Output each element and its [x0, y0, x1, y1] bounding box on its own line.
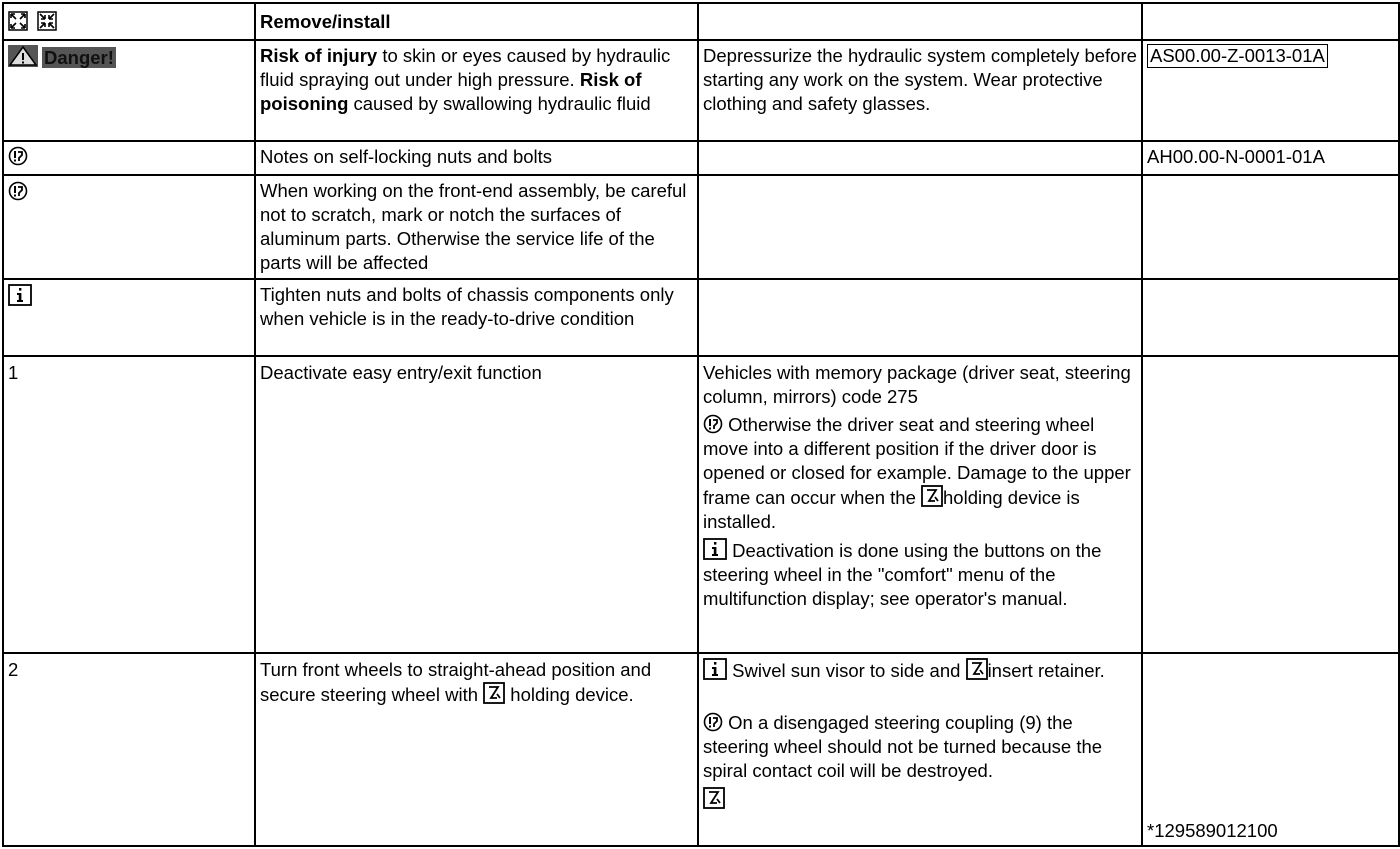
- empty-cell: [1142, 175, 1399, 279]
- tool-number-link[interactable]: *129589012100: [1147, 820, 1278, 841]
- step-note: Deactivation is done using the buttons on the steering wheel in the "comfort" menu of the multifunction display; see operator's manual.: [703, 540, 1102, 609]
- step-text: Deactivate easy entry/exit function: [255, 356, 698, 653]
- empty-cell: [1142, 356, 1399, 653]
- caution-row: [3, 175, 1399, 279]
- danger-ref-cell: [1142, 40, 1399, 141]
- step-number: 1: [3, 356, 255, 653]
- special-tool-icon[interactable]: [921, 485, 943, 507]
- info-icon-cell: [3, 279, 255, 356]
- caution-icon-cell: [3, 175, 255, 279]
- expand-icon[interactable]: [8, 11, 28, 31]
- info-icon: [8, 284, 32, 306]
- step-note: Vehicles with memory package (driver seat, steering column, mirrors) code 275: [703, 362, 1131, 407]
- step-note: Otherwise the driver seat and steering wheel move into a different position if the driver door is opened or closed for example. Damage to the upper frame can occur when the holding device is installed.: [703, 414, 1131, 532]
- empty-cell: [1142, 279, 1399, 356]
- header-empty-cell: [1142, 3, 1399, 40]
- empty-cell: [698, 175, 1142, 279]
- step-row: [3, 653, 1399, 846]
- caution-ref-cell: [1142, 141, 1399, 175]
- special-tool-icon[interactable]: [966, 658, 988, 680]
- danger-cell: [3, 40, 255, 141]
- caution-text: When working on the front-end assembly, be careful not to scratch, mark or notch the surfaces of aluminum parts. Otherwise the service life of the parts will be affected: [255, 175, 698, 279]
- info-row: [3, 279, 1399, 356]
- step-text: Turn front wheels to straight-ahead position and secure steering wheel with holding device.: [255, 653, 698, 846]
- step-notes: [698, 653, 1142, 846]
- danger-label: Danger!: [44, 47, 114, 68]
- spacer: [703, 687, 1137, 711]
- collapse-icon[interactable]: [37, 11, 57, 31]
- caution-icon-cell: [3, 141, 255, 175]
- danger-text: Risk of injury to skin or eyes caused by hydraulic fluid spraying out under high pressure. Risk of poisoning caused by swallowing hydraulic fluid: [255, 40, 698, 141]
- caution-row: [3, 141, 1399, 175]
- info-icon: [703, 658, 727, 680]
- step-note: [703, 787, 1137, 812]
- procedure-table: [2, 2, 1400, 847]
- special-tool-icon[interactable]: [703, 787, 725, 809]
- caution-icon: [703, 712, 723, 732]
- caution-icon: [703, 414, 723, 434]
- header-row: [3, 3, 1399, 40]
- danger-note: Depressurize the hydraulic system completely before starting any work on the system. Wear protective clothing and safety glasses.: [698, 40, 1142, 141]
- header-empty-cell: [698, 3, 1142, 40]
- empty-cell: [698, 279, 1142, 356]
- document-reference-link[interactable]: AH00.00-N-0001-01A: [1147, 146, 1325, 167]
- step-notes: [698, 356, 1142, 653]
- header-icons-cell: [3, 3, 255, 40]
- header-title: Remove/install: [255, 3, 698, 40]
- step-note: On a disengaged steering coupling (9) the steering wheel should not be turned because the spiral contact coil will be destroyed.: [703, 712, 1103, 781]
- warning-triangle-icon: [8, 45, 38, 67]
- info-icon: [703, 538, 727, 560]
- special-tool-icon[interactable]: [483, 682, 505, 704]
- caution-icon: [8, 181, 28, 201]
- document-reference-link[interactable]: AS00.00-Z-0013-01A: [1147, 44, 1328, 68]
- tool-ref-cell: [1142, 653, 1399, 846]
- caution-text: Notes on self-locking nuts and bolts: [255, 141, 698, 175]
- caution-icon: [8, 146, 28, 166]
- empty-cell: [698, 141, 1142, 175]
- step-row: [3, 356, 1399, 653]
- step-number: 2: [3, 653, 255, 846]
- step-note: Swivel sun visor to side and insert retainer.: [703, 658, 1137, 683]
- info-text: Tighten nuts and bolts of chassis components only when vehicle is in the ready-to-drive condition: [255, 279, 698, 356]
- danger-row: [3, 40, 1399, 141]
